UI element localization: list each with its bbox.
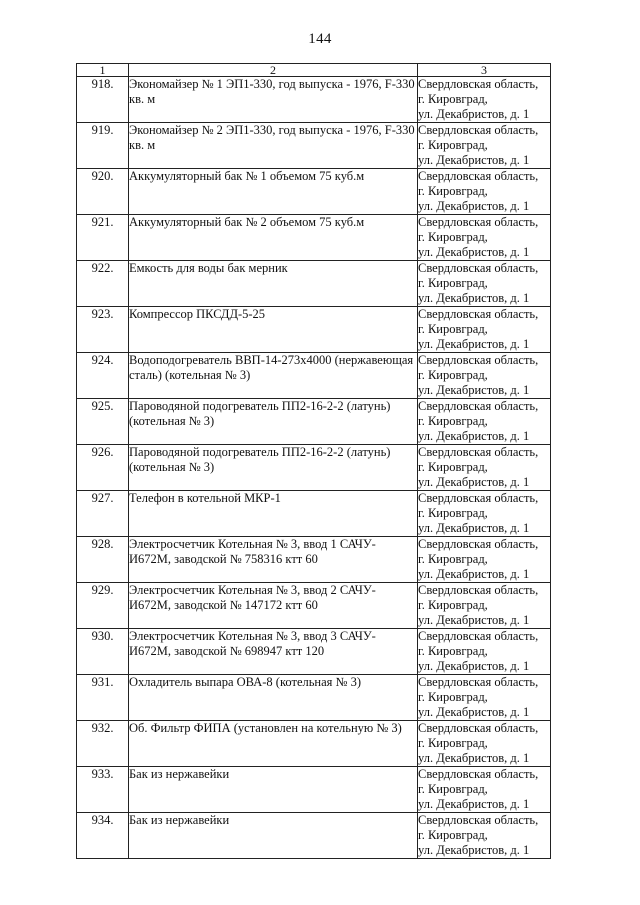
item-name: Пароводяной подогреватель ПП2-16-2-2 (латунь) (котельная № 3) xyxy=(129,445,418,491)
location-line: Свердловская область, xyxy=(418,583,539,597)
table-header xyxy=(77,64,551,77)
table-row xyxy=(77,353,551,399)
item-name: Телефон в котельной МКР-1 xyxy=(129,491,418,537)
item-location xyxy=(418,721,551,767)
location-line: г. Кировград, xyxy=(418,598,488,612)
location-line: Свердловская область, xyxy=(418,767,539,781)
item-name: Пароводяной подогреватель ПП2-16-2-2 (латунь) (котельная № 3) xyxy=(129,399,418,445)
location-line: ул. Декабристов, д. 1 xyxy=(418,797,530,811)
location-line: г. Кировград, xyxy=(418,736,488,750)
item-number: 929. xyxy=(77,583,129,629)
table-row xyxy=(77,123,551,169)
item-location xyxy=(418,445,551,491)
table-row xyxy=(77,537,551,583)
item-location xyxy=(418,307,551,353)
item-name: Электросчетчик Котельная № 3, ввод 2 САЧУ-И672М, заводской № 147172 ктт 60 xyxy=(129,583,418,629)
location-line: ул. Декабристов, д. 1 xyxy=(418,337,530,351)
item-location xyxy=(418,215,551,261)
item-name: Аккумуляторный бак № 2 объемом 75 куб.м xyxy=(129,215,418,261)
location-line: Свердловская область, xyxy=(418,261,539,275)
location-line: ул. Декабристов, д. 1 xyxy=(418,521,530,535)
item-name: Электросчетчик Котельная № 3, ввод 1 САЧУ-И672М, заводской № 758316 ктт 60 xyxy=(129,537,418,583)
location-line: г. Кировград, xyxy=(418,322,488,336)
item-number: 922. xyxy=(77,261,129,307)
item-number: 920. xyxy=(77,169,129,215)
location-line: г. Кировград, xyxy=(418,552,488,566)
table-row xyxy=(77,445,551,491)
table-row xyxy=(77,307,551,353)
location-line: ул. Декабристов, д. 1 xyxy=(418,567,530,581)
page-number: 144 xyxy=(308,31,332,47)
location-line: ул. Декабристов, д. 1 xyxy=(418,843,530,857)
location-line: Свердловская область, xyxy=(418,307,539,321)
location-line: ул. Декабристов, д. 1 xyxy=(418,475,530,489)
item-name: Емкость для воды бак мерник xyxy=(129,261,418,307)
item-location xyxy=(418,123,551,169)
location-line: г. Кировград, xyxy=(418,184,488,198)
table-row xyxy=(77,675,551,721)
location-line: Свердловская область, xyxy=(418,537,539,551)
table-row xyxy=(77,77,551,123)
item-name: Водоподогреватель ВВП-14-273x4000 (нержавеющая сталь) (котельная № 3) xyxy=(129,353,418,399)
location-line: Свердловская область, xyxy=(418,445,539,459)
location-line: Свердловская область, xyxy=(418,813,539,827)
table-body xyxy=(77,77,551,859)
location-line: г. Кировград, xyxy=(418,92,488,106)
column-header-location: 3 xyxy=(418,64,551,77)
item-name: Компрессор ПКСДД-5-25 xyxy=(129,307,418,353)
item-number: 925. xyxy=(77,399,129,445)
item-number: 923. xyxy=(77,307,129,353)
item-location xyxy=(418,261,551,307)
item-number: 934. xyxy=(77,813,129,859)
location-line: Свердловская область, xyxy=(418,215,539,229)
location-line: г. Кировград, xyxy=(418,276,488,290)
table-row xyxy=(77,399,551,445)
item-name: Бак из нержавейки xyxy=(129,813,418,859)
location-line: ул. Декабристов, д. 1 xyxy=(418,107,530,121)
location-line: ул. Декабристов, д. 1 xyxy=(418,383,530,397)
location-line: Свердловская область, xyxy=(418,675,539,689)
table-row xyxy=(77,583,551,629)
item-location xyxy=(418,537,551,583)
location-line: Свердловская область, xyxy=(418,77,539,91)
item-location xyxy=(418,491,551,537)
item-number: 930. xyxy=(77,629,129,675)
header-row xyxy=(77,64,551,77)
location-line: г. Кировград, xyxy=(418,460,488,474)
table-row xyxy=(77,169,551,215)
item-location xyxy=(418,353,551,399)
item-number: 924. xyxy=(77,353,129,399)
location-line: ул. Декабристов, д. 1 xyxy=(418,705,530,719)
location-line: Свердловская область, xyxy=(418,399,539,413)
item-location xyxy=(418,629,551,675)
column-header-number: 1 xyxy=(77,64,129,77)
location-line: г. Кировград, xyxy=(418,782,488,796)
item-name: Экономайзер № 2 ЭП1-330, год выпуска - 1976, F-330 кв. м xyxy=(129,123,418,169)
location-line: ул. Декабристов, д. 1 xyxy=(418,429,530,443)
item-name: Об. Фильтр ФИПА (установлен на котельную № 3) xyxy=(129,721,418,767)
item-location xyxy=(418,583,551,629)
table-row xyxy=(77,629,551,675)
item-location xyxy=(418,399,551,445)
table-row xyxy=(77,491,551,537)
item-name: Бак из нержавейки xyxy=(129,767,418,813)
item-number: 926. xyxy=(77,445,129,491)
table-row xyxy=(77,813,551,859)
location-line: г. Кировград, xyxy=(418,368,488,382)
item-number: 927. xyxy=(77,491,129,537)
item-location xyxy=(418,169,551,215)
item-location xyxy=(418,675,551,721)
item-number: 921. xyxy=(77,215,129,261)
item-name: Аккумуляторный бак № 1 объемом 75 куб.м xyxy=(129,169,418,215)
location-line: г. Кировград, xyxy=(418,230,488,244)
location-line: Свердловская область, xyxy=(418,123,539,137)
location-line: ул. Декабристов, д. 1 xyxy=(418,245,530,259)
table-row xyxy=(77,261,551,307)
item-number: 933. xyxy=(77,767,129,813)
location-line: г. Кировград, xyxy=(418,690,488,704)
item-location xyxy=(418,767,551,813)
table-row xyxy=(77,721,551,767)
table-row xyxy=(77,215,551,261)
item-name: Охладитель выпара ОВА-8 (котельная № 3) xyxy=(129,675,418,721)
location-line: г. Кировград, xyxy=(418,828,488,842)
item-number: 928. xyxy=(77,537,129,583)
item-name: Экономайзер № 1 ЭП1-330, год выпуска - 1976, F-330 кв. м xyxy=(129,77,418,123)
item-number: 919. xyxy=(77,123,129,169)
item-number: 931. xyxy=(77,675,129,721)
location-line: Свердловская область, xyxy=(418,721,539,735)
location-line: ул. Декабристов, д. 1 xyxy=(418,659,530,673)
location-line: ул. Декабристов, д. 1 xyxy=(418,199,530,213)
location-line: г. Кировград, xyxy=(418,644,488,658)
location-line: Свердловская область, xyxy=(418,169,539,183)
item-location xyxy=(418,77,551,123)
table-row xyxy=(77,767,551,813)
location-line: ул. Декабристов, д. 1 xyxy=(418,613,530,627)
item-number: 932. xyxy=(77,721,129,767)
column-header-name: 2 xyxy=(129,64,418,77)
property-registry-table xyxy=(76,63,551,859)
location-line: ул. Декабристов, д. 1 xyxy=(418,751,530,765)
location-line: Свердловская область, xyxy=(418,629,539,643)
item-name: Электросчетчик Котельная № 3, ввод 3 САЧУ-И672М, заводской № 698947 ктт 120 xyxy=(129,629,418,675)
item-location xyxy=(418,813,551,859)
item-number: 918. xyxy=(77,77,129,123)
location-line: Свердловская область, xyxy=(418,491,539,505)
location-line: г. Кировград, xyxy=(418,414,488,428)
location-line: Свердловская область, xyxy=(418,353,539,367)
location-line: ул. Декабристов, д. 1 xyxy=(418,153,530,167)
location-line: г. Кировград, xyxy=(418,138,488,152)
location-line: г. Кировград, xyxy=(418,506,488,520)
location-line: ул. Декабристов, д. 1 xyxy=(418,291,530,305)
